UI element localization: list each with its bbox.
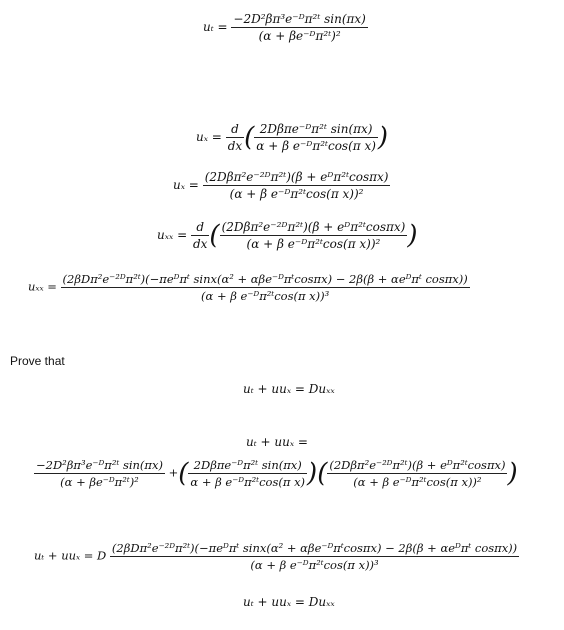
equation-final [34,541,519,572]
plus-sign: + [168,465,179,480]
equation-sum [34,458,518,489]
derivative-operator [191,220,209,251]
equation-lhs: uₜ = [203,20,228,34]
right-paren: ) [307,458,318,489]
denominator: (α + β e⁻ᴰπ²ᵗcos(π x))² [229,187,364,201]
numerator: 2Dβπe⁻ᴰπ²ᵗ sin(πx) [193,458,302,472]
denominator: (α + βe⁻ᴰπ²ᵗ)² [258,29,341,43]
denominator: (α + β e⁻ᴰπ²ᵗcos(π x))³ [250,558,379,572]
numerator: (2βDπ²e⁻²ᴰπ²ᵗ)(−πeᴰπᵗ sinx(α² + αβe⁻ᴰπᵗcosπx) − 2β(β + αeᴰπᵗ cosπx)) [111,541,518,555]
numerator: −2D²βπ³e⁻ᴰπ²ᵗ sin(πx) [36,458,163,472]
fraction [220,220,408,251]
denominator: (α + β e⁻ᴰπ²ᵗcos(π x))² [353,475,482,489]
right-paren: ) [507,458,518,489]
equation-lhs: uₜ + uuₓ = D [34,548,107,563]
right-paren: ) [377,122,389,153]
fraction [203,170,391,201]
final-equation: uₜ + uuₓ = Duₓₓ [243,595,335,609]
derivative-dx: dx [192,237,208,251]
denominator: α + β e⁻ᴰπ²ᵗcos(π x) [256,139,376,153]
right-paren: ) [407,220,418,251]
term-ux [327,458,507,489]
derivative-d: d [196,220,205,234]
goal-equation: uₜ + uuₓ = Duₓₓ [243,382,335,396]
numerator: (2Dβπ²e⁻²ᴰπ²ᵗ)(β + eᴰπ²ᵗcosπx) [221,220,406,234]
denominator: (α + β e⁻ᴰπ²ᵗcos(π x))³ [201,289,330,303]
fraction [110,541,519,572]
numerator: (2Dβπ²e⁻²ᴰπ²ᵗ)(β + eᴰπ²ᵗcosπx) [204,170,389,184]
left-paren: ( [178,458,189,489]
denominator: (α + βe⁻ᴰπ²ᵗ)² [60,475,139,489]
equation-lhs: uₓₓ = [28,279,57,294]
left-paren: ( [209,220,220,251]
equation-lhs: uₓ = [196,130,222,144]
equation-lhs: uₓ = [173,178,199,192]
derivative-operator [226,122,244,153]
equation-ux [173,170,390,201]
derivative-dx: dx [227,139,243,153]
denominator: (α + β e⁻ᴰπ²ᵗcos(π x))² [246,237,381,251]
fraction [254,122,378,153]
fraction [61,272,470,303]
sum-lhs: uₜ + uuₓ = [246,435,308,449]
numerator: (2βDπ²e⁻²ᴰπ²ᵗ)(−πeᴰπᵗ sinx(α² + αβe⁻ᴰπᵗcosπx) − 2β(β + αeᴰπᵗ cosπx)) [62,272,468,286]
term-ut [34,458,165,489]
equation-uxx [28,272,470,303]
left-paren: ( [317,458,328,489]
fraction [231,12,367,43]
left-paren: ( [244,122,255,153]
numerator: (2Dβπ²e⁻²ᴰπ²ᵗ)(β + eᴰπ²ᵗcosπx) [329,458,506,472]
equation-lhs: uₓₓ = [157,228,188,242]
prove-label: Prove that [10,354,65,368]
numerator: 2Dβπe⁻ᴰπ²ᵗ sin(πx) [259,122,373,136]
equation-ut [203,12,368,43]
derivative-d: d [231,122,239,136]
term-u [188,458,307,489]
equation-uxx-derivative [157,220,418,251]
numerator: −2D²βπ³e⁻ᴰπ²ᵗ sin(πx) [233,12,366,26]
denominator: α + β e⁻ᴰπ²ᵗcos(π x) [190,475,306,489]
equation-ux-derivative [196,122,388,153]
